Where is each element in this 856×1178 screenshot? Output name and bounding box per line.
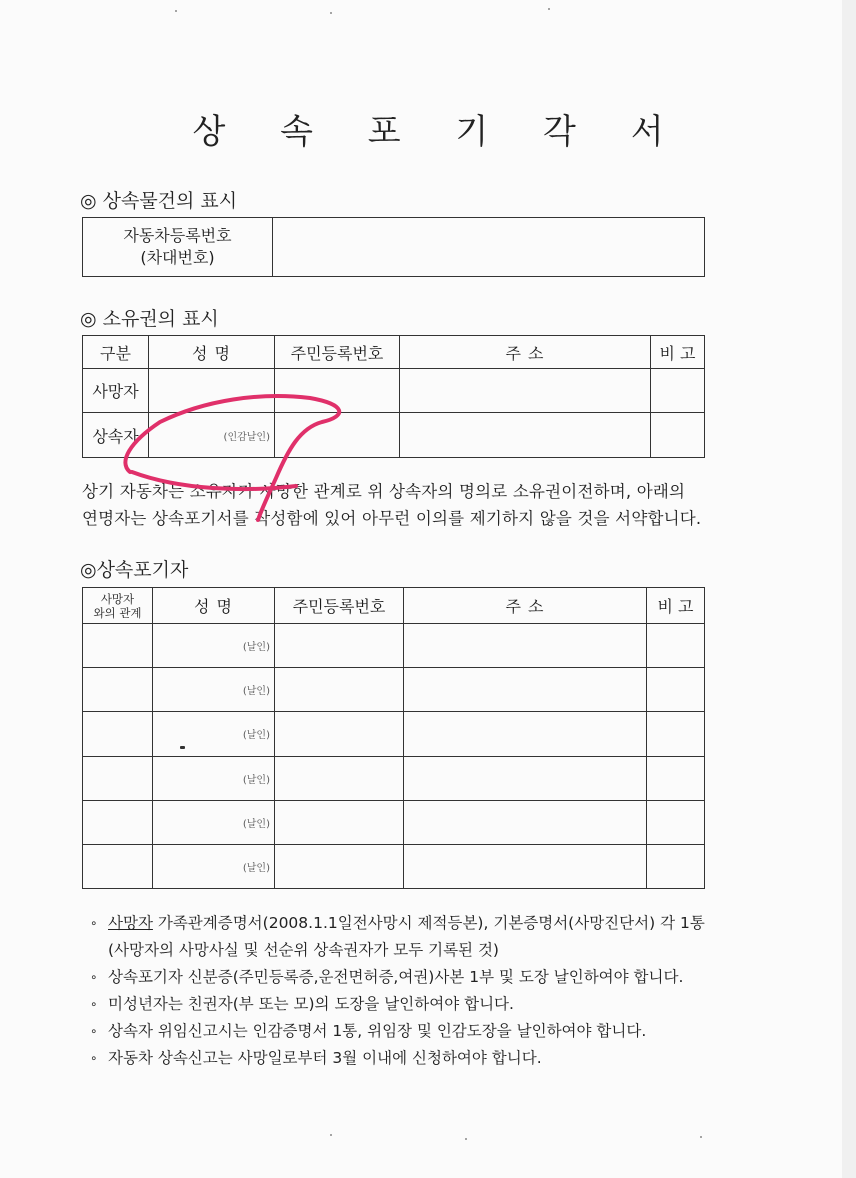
ownership-row-heir-label: 상속자 (83, 413, 149, 458)
renouncer-name[interactable] (153, 624, 275, 668)
table-row (83, 800, 705, 844)
vehicle-number-label-line1: 자동차등록번호 (123, 226, 232, 245)
statement-line-2: 연명자는 상속포기서를 작성함에 있어 아무런 이의를 제기하지 않을 것을 서약합니다. (82, 509, 702, 528)
ownership-row-heir-name[interactable] (149, 413, 275, 458)
note-text: 상속포기자 신분증(주민등록증,운전면허증,여권)사본 1부 및 도장 날인하여야 합니다. (108, 968, 684, 986)
renouncer-seal: (날인) (242, 774, 270, 786)
note-item (90, 991, 810, 1018)
table-row (83, 668, 705, 712)
renouncers-table (82, 587, 705, 889)
statement-line-1: 상기 자동차는 소유자가 사망한 관계로 위 상속자의 명의로 소유권이전하며, 아래의 (82, 482, 686, 501)
renouncer-relation[interactable] (83, 624, 153, 668)
ownership-row-heir-address[interactable] (400, 413, 651, 458)
renouncer-address[interactable] (404, 844, 647, 888)
note-item (90, 964, 810, 991)
bullet-icon: ∘ (90, 1024, 98, 1038)
note-text: 자동차 상속신고는 사망일로부터 3월 이내에 신청하여야 합니다. (108, 1049, 542, 1067)
renouncer-relation[interactable] (83, 844, 153, 888)
renouncer-id[interactable] (275, 668, 404, 712)
ownership-header-id: 주민등록번호 (275, 336, 400, 369)
notes-list (90, 910, 810, 1072)
ownership-row-deceased-id[interactable] (275, 369, 400, 413)
renouncer-address[interactable] (404, 756, 647, 800)
note-text: 가족관계증명서(2008.1.1일전사망시 제적등본), 기본증명서(사망진단서) 각 1통 (152, 914, 705, 932)
table-row (83, 756, 705, 800)
scan-speck (465, 1138, 467, 1140)
scan-speck (700, 1136, 702, 1138)
scan-speck (180, 746, 185, 749)
scan-speck (175, 10, 177, 12)
renouncer-id[interactable] (275, 800, 404, 844)
bullet-icon: ∘ (90, 1051, 98, 1065)
renouncer-seal: (날인) (242, 686, 270, 698)
vehicle-number-label-line2: (차대번호) (140, 248, 215, 267)
note-continuation: (사망자의 사망사실 및 선순위 상속권자가 모두 기록된 것) (108, 941, 499, 959)
note-item (90, 1045, 810, 1072)
ownership-header-note: 비 고 (651, 336, 705, 369)
renouncer-address[interactable] (404, 800, 647, 844)
table-row (83, 624, 705, 668)
renouncer-note[interactable] (647, 756, 705, 800)
ownership-header-address: 주 소 (400, 336, 651, 369)
renouncer-relation[interactable] (83, 800, 153, 844)
ownership-row-deceased-note[interactable] (651, 369, 705, 413)
renouncer-seal: (날인) (242, 818, 270, 830)
scan-speck (330, 12, 332, 14)
ownership-row-heir-note[interactable] (651, 413, 705, 458)
renouncer-name[interactable] (153, 756, 275, 800)
renouncer-address[interactable] (404, 712, 647, 756)
ownership-row-deceased-address[interactable] (400, 369, 651, 413)
renouncers-header-address: 주 소 (404, 588, 647, 624)
page-edge (842, 0, 856, 1178)
renouncer-note[interactable] (647, 712, 705, 756)
renouncer-seal: (날인) (242, 730, 270, 742)
bullet-icon: ∘ (90, 916, 98, 930)
renouncer-name[interactable] (153, 844, 275, 888)
ownership-table (82, 335, 705, 458)
renouncers-header-relation (83, 588, 153, 624)
renouncer-id[interactable] (275, 756, 404, 800)
ownership-header-category: 구분 (83, 336, 149, 369)
renouncers-header-name: 성 명 (153, 588, 275, 624)
ownership-row-heir-seal: (인감날인) (223, 431, 270, 443)
renouncer-note[interactable] (647, 800, 705, 844)
table-row (83, 844, 705, 888)
scan-speck (548, 8, 550, 10)
note-text: 미성년자는 친권자(부 또는 모)의 도장을 날인하여야 합니다. (108, 995, 514, 1013)
renouncer-name[interactable] (153, 668, 275, 712)
ownership-row-deceased-label: 사망자 (83, 369, 149, 413)
renouncer-relation[interactable] (83, 712, 153, 756)
renouncer-name[interactable] (153, 712, 275, 756)
relation-header-line1: 사망자 (100, 591, 135, 606)
statement-paragraph (82, 478, 762, 532)
bullet-icon: ∘ (90, 997, 98, 1011)
renouncer-seal: (날인) (242, 642, 270, 654)
property-table (82, 217, 705, 277)
note-underlined-term: 사망자 (108, 914, 153, 932)
renouncer-id[interactable] (275, 844, 404, 888)
renouncers-header-note: 비 고 (647, 588, 705, 624)
renouncer-seal: (날인) (242, 862, 270, 874)
section-heading-ownership: ◎ 소유권의 표시 (80, 308, 219, 330)
renouncer-relation[interactable] (83, 756, 153, 800)
renouncer-address[interactable] (404, 668, 647, 712)
section-heading-property: ◎ 상속물건의 표시 (80, 190, 238, 212)
table-row (83, 712, 705, 756)
ownership-row-deceased-name[interactable] (149, 369, 275, 413)
ownership-header-name: 성 명 (149, 336, 275, 369)
section-heading-renouncers: ◎상속포기자 (80, 559, 189, 581)
note-text: 상속자 위임신고시는 인감증명서 1통, 위임장 및 인감도장을 날인하여야 합니다. (108, 1022, 647, 1040)
bullet-icon: ∘ (90, 970, 98, 984)
note-item (90, 1018, 810, 1045)
renouncer-relation[interactable] (83, 668, 153, 712)
renouncers-header-id: 주민등록번호 (275, 588, 404, 624)
renouncer-note[interactable] (647, 624, 705, 668)
vehicle-number-label (83, 218, 273, 277)
relation-header-line2: 와의 관계 (93, 605, 142, 620)
note-item (90, 910, 810, 937)
ownership-row-heir-id[interactable] (275, 413, 400, 458)
renouncer-note[interactable] (647, 844, 705, 888)
document-title: 상 속 포 기 각 서 (192, 112, 686, 152)
renouncer-id[interactable] (275, 624, 404, 668)
scan-speck (330, 1134, 332, 1136)
renouncer-address[interactable] (404, 624, 647, 668)
renouncer-note[interactable] (647, 668, 705, 712)
renouncer-name[interactable] (153, 800, 275, 844)
renouncer-id[interactable] (275, 712, 404, 756)
vehicle-number-value[interactable] (273, 218, 705, 277)
